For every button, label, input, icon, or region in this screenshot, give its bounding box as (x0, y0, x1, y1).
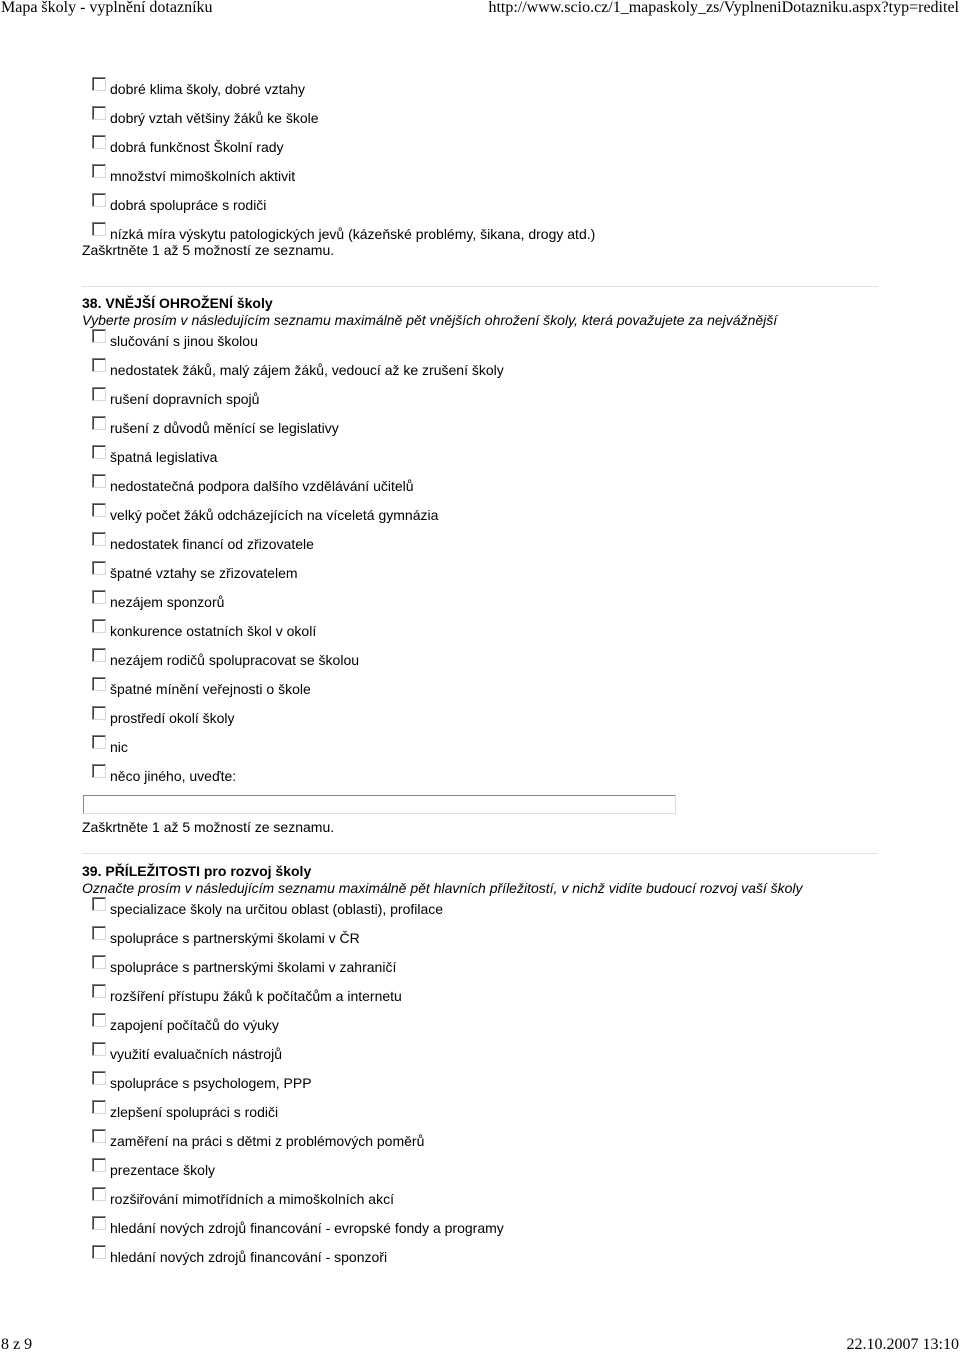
q38-title: 38. VNĚJŠÍ OHROŽENÍ školy (82, 295, 273, 311)
option-item[interactable] (82, 1153, 882, 1182)
checkbox[interactable] (92, 590, 106, 604)
q39-title: 39. PŘÍLEŽITOSTI pro rozvoj školy (82, 863, 312, 879)
option-label: zaměření na práci s dětmi z problémových poměrů (110, 1133, 425, 1149)
option-item[interactable] (82, 1182, 882, 1211)
option-label: špatná legislativa (110, 449, 218, 465)
option-label: spolupráce s partnerskými školami v ČR (110, 930, 360, 946)
option-label: spolupráce s psychologem, PPP (110, 1075, 312, 1091)
option-label: nezájem sponzorů (110, 594, 225, 610)
checkbox[interactable] (92, 1216, 106, 1230)
page-number: 8 z 9 (1, 1336, 33, 1353)
option-label: něco jiného, uveďte: (110, 768, 237, 784)
checkbox[interactable] (92, 1100, 106, 1114)
page-title: Mapa školy - vyplnění dotazníku (1, 0, 213, 16)
option-item[interactable] (82, 498, 882, 527)
option-label: množství mimoškolních aktivit (110, 168, 296, 184)
checkbox[interactable] (92, 955, 106, 969)
option-item[interactable] (82, 411, 882, 440)
checkbox[interactable] (92, 445, 106, 459)
checkbox[interactable] (92, 1187, 106, 1201)
option-item[interactable] (82, 1240, 882, 1269)
checkbox[interactable] (92, 222, 106, 236)
option-item[interactable] (82, 130, 882, 159)
checkbox[interactable] (92, 416, 106, 430)
option-item[interactable] (82, 1037, 882, 1066)
option-label: prezentace školy (110, 1162, 216, 1178)
checkbox[interactable] (92, 706, 106, 720)
option-label: rozšíření přístupu žáků k počítačům a internetu (110, 988, 402, 1004)
questionnaire (82, 72, 882, 1269)
print-footer (0, 1337, 960, 1354)
print-header (0, 0, 960, 22)
checkbox[interactable] (92, 329, 106, 343)
option-item[interactable] (82, 950, 882, 979)
q38-options (82, 324, 882, 788)
checkbox[interactable] (92, 619, 106, 633)
option-item[interactable] (82, 556, 882, 585)
checkbox[interactable] (92, 1013, 106, 1027)
option-label: velký počet žáků odcházejících na víceletá gymnázia (110, 507, 439, 523)
option-item[interactable] (82, 759, 882, 788)
checkbox[interactable] (92, 106, 106, 120)
divider (82, 286, 878, 287)
option-item[interactable] (82, 527, 882, 556)
print-datetime: 22.10.2007 13:10 (846, 1336, 959, 1353)
option-item[interactable] (82, 72, 882, 101)
checkbox[interactable] (92, 1129, 106, 1143)
option-label: nedostatek žáků, malý zájem žáků, vedoucí až ke zrušení školy (110, 362, 504, 378)
option-label: dobrá funkčnost Školní rady (110, 139, 284, 155)
checkbox[interactable] (92, 984, 106, 998)
option-item[interactable] (82, 730, 882, 759)
option-item[interactable] (82, 672, 882, 701)
checkbox[interactable] (92, 532, 106, 546)
option-label: slučování s jinou školou (110, 333, 258, 349)
option-item[interactable] (82, 1124, 882, 1153)
checkbox[interactable] (92, 677, 106, 691)
option-item[interactable] (82, 921, 882, 950)
option-item[interactable] (82, 1095, 882, 1124)
checkbox[interactable] (92, 358, 106, 372)
option-item[interactable] (82, 1008, 882, 1037)
q38-hint: Zaškrtněte 1 až 5 možností ze seznamu. (82, 819, 335, 835)
option-label: dobré klima školy, dobré vztahy (110, 81, 306, 97)
option-label: nic (110, 739, 128, 755)
option-label: nízká míra výskytu patologických jevů (kázeňské problémy, šikana, drogy atd.) (110, 226, 596, 242)
option-label: hledání nových zdrojů financování - evropské fondy a programy (110, 1220, 504, 1236)
option-item[interactable] (82, 188, 882, 217)
option-label: zlepšení spolupráci s rodiči (110, 1104, 279, 1120)
option-item[interactable] (82, 353, 882, 382)
option-item[interactable] (82, 585, 882, 614)
option-label: dobrý vztah většiny žáků ke škole (110, 110, 319, 126)
checkbox[interactable] (92, 897, 106, 911)
checkbox[interactable] (92, 164, 106, 178)
option-label: rozšiřování mimotřídních a mimoškolních akcí (110, 1191, 394, 1207)
checkbox[interactable] (92, 77, 106, 91)
option-label: hledání nových zdrojů financování - sponzoři (110, 1249, 388, 1265)
checkbox[interactable] (92, 1071, 106, 1085)
option-item[interactable] (82, 979, 882, 1008)
option-label: špatné vztahy se zřizovatelem (110, 565, 298, 581)
checkbox[interactable] (92, 135, 106, 149)
option-item[interactable] (82, 217, 882, 246)
page-url: http://www.scio.cz/1_mapaskoly_zs/VyplneniDotazniku.aspx?typ=reditel (488, 0, 959, 16)
checkbox[interactable] (92, 387, 106, 401)
divider (82, 853, 878, 854)
option-label: specializace školy na určitou oblast (oblasti), profilace (110, 901, 444, 917)
q38-description: Vyberte prosím v následujícím seznamu maximálně pět vnějších ohrožení školy, která považujete za nejvážnější (82, 312, 778, 328)
other-text-input[interactable] (83, 795, 676, 814)
checkbox[interactable] (92, 503, 106, 517)
option-label: nedostatečná podpora dalšího vzdělávání učitelů (110, 478, 414, 494)
option-label: nedostatek financí od zřizovatele (110, 536, 314, 552)
option-item[interactable] (82, 1211, 882, 1240)
option-item[interactable] (82, 324, 882, 353)
q39-description: Označte prosím v následujícím seznamu maximálně pět hlavních příležitostí, v nichž vidíte budoucí rozvoj vaší školy (82, 880, 803, 896)
option-item[interactable] (82, 701, 882, 730)
option-label: konkurence ostatních škol v okolí (110, 623, 317, 639)
option-label: zapojení počítačů do výuky (110, 1017, 279, 1033)
checkbox[interactable] (92, 193, 106, 207)
checkbox[interactable] (92, 1158, 106, 1172)
option-label: nezájem rodičů spolupracovat se školou (110, 652, 360, 668)
option-item[interactable] (82, 382, 882, 411)
checkbox[interactable] (92, 926, 106, 940)
option-item[interactable] (82, 159, 882, 188)
checkbox[interactable] (92, 648, 106, 662)
checkbox[interactable] (92, 1042, 106, 1056)
checkbox[interactable] (92, 474, 106, 488)
option-label: rušení dopravních spojů (110, 391, 260, 407)
checkbox[interactable] (92, 735, 106, 749)
option-label: využití evaluačních nástrojů (110, 1046, 282, 1062)
option-label: dobrá spolupráce s rodiči (110, 197, 267, 213)
option-item[interactable] (82, 892, 882, 921)
option-label: spolupráce s partnerskými školami v zahraničí (110, 959, 397, 975)
option-item[interactable] (82, 614, 882, 643)
option-label: rušení z důvodů měnící se legislativy (110, 420, 339, 436)
q37-hint: Zaškrtněte 1 až 5 možností ze seznamu. (82, 242, 335, 258)
q39-options (82, 892, 882, 1269)
option-label: špatné mínění veřejnosti o škole (110, 681, 311, 697)
option-item[interactable] (82, 643, 882, 672)
q37-options (82, 72, 882, 246)
option-item[interactable] (82, 101, 882, 130)
checkbox[interactable] (92, 561, 106, 575)
option-item[interactable] (82, 1066, 882, 1095)
option-item[interactable] (82, 440, 882, 469)
checkbox[interactable] (92, 764, 106, 778)
checkbox[interactable] (92, 1245, 106, 1259)
option-item[interactable] (82, 469, 882, 498)
option-label: prostředí okolí školy (110, 710, 235, 726)
